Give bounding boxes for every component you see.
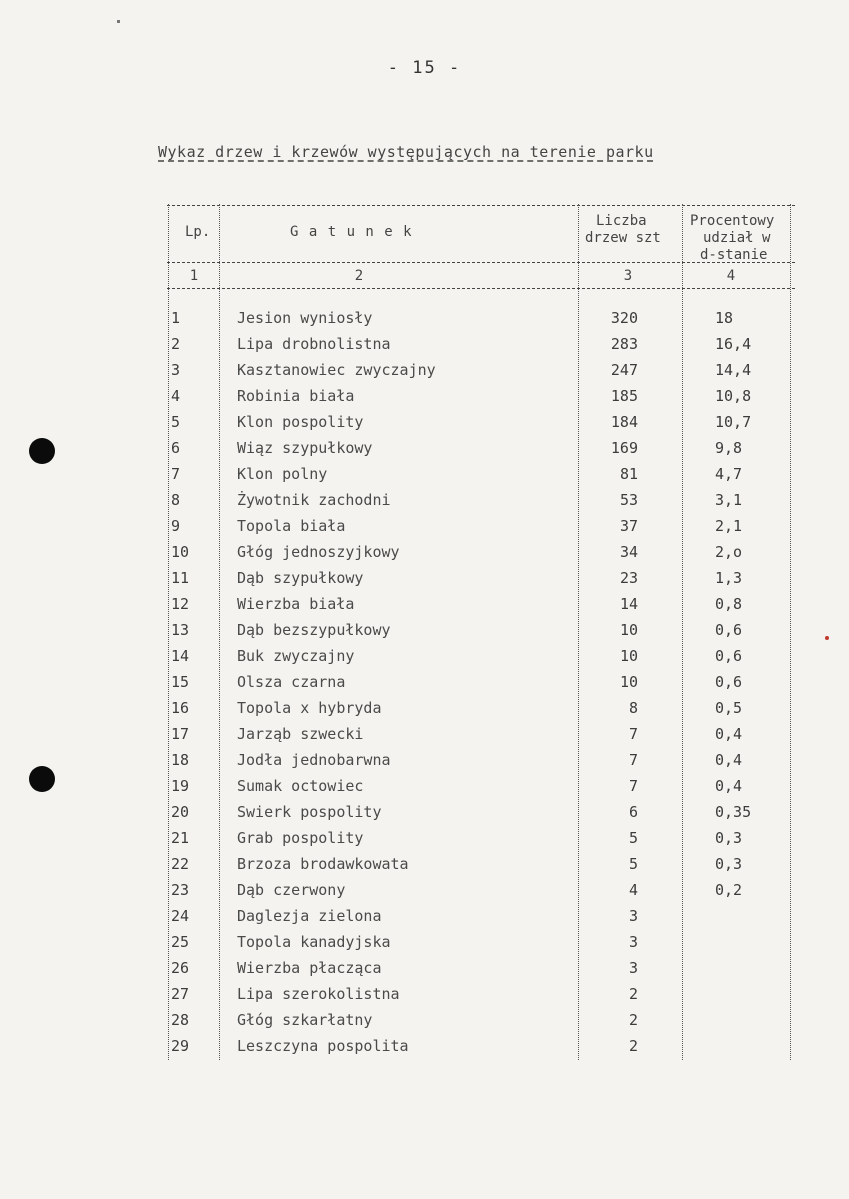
tree-count: 3 xyxy=(628,959,638,977)
tree-count: 7 xyxy=(628,751,638,769)
row-number: 18 xyxy=(171,751,190,769)
document-title: Wykaz drzew i krzewów występujących na terenie parku xyxy=(158,143,654,161)
table-row xyxy=(167,387,795,413)
tree-count: 8 xyxy=(628,699,638,717)
table-row xyxy=(167,335,795,361)
table-row xyxy=(167,751,795,777)
percent-share: 0,3 xyxy=(715,855,743,873)
species-name: Wiąz szypułkowy xyxy=(237,439,373,457)
tree-count: 5 xyxy=(628,829,638,847)
row-number: 15 xyxy=(171,673,190,691)
row-number: 11 xyxy=(171,569,190,587)
species-name: Dąb szypułkowy xyxy=(237,569,364,587)
table-row xyxy=(167,517,795,543)
percent-share: 0,3 xyxy=(715,829,743,847)
species-name: Dąb bezszypułkowy xyxy=(237,621,391,639)
tree-count: 6 xyxy=(628,803,638,821)
tree-count: 184 xyxy=(610,413,638,431)
species-name: Brzoza brodawkowata xyxy=(237,855,409,873)
row-number: 16 xyxy=(171,699,190,717)
species-name: Głóg szkarłatny xyxy=(237,1011,373,1029)
tree-count: 53 xyxy=(619,491,638,509)
percent-share: 18 xyxy=(715,309,734,327)
punch-hole-bottom xyxy=(29,766,55,792)
tree-count: 37 xyxy=(619,517,638,535)
table-row xyxy=(167,621,795,647)
row-number: 8 xyxy=(171,491,181,509)
table-top-rule xyxy=(167,205,795,206)
tree-count: 10 xyxy=(619,621,638,639)
header-count-line2: drzew szt xyxy=(585,230,661,246)
row-number: 12 xyxy=(171,595,190,613)
header-pct-line3: d-stanie xyxy=(700,247,768,263)
table-row xyxy=(167,413,795,439)
row-number: 6 xyxy=(171,439,181,457)
ink-spot xyxy=(825,636,829,640)
species-name: Lipa drobnolistna xyxy=(237,335,391,353)
table-row xyxy=(167,855,795,881)
tree-count: 3 xyxy=(628,907,638,925)
tree-count: 10 xyxy=(619,647,638,665)
species-name: Lipa szerokolistna xyxy=(237,985,400,1003)
percent-share: 0,35 xyxy=(715,803,752,821)
table-row xyxy=(167,309,795,335)
table-row xyxy=(167,699,795,725)
row-number: 27 xyxy=(171,985,190,1003)
species-name: Głóg jednoszyjkowy xyxy=(237,543,400,561)
row-number: 20 xyxy=(171,803,190,821)
row-number: 22 xyxy=(171,855,190,873)
row-number: 10 xyxy=(171,543,190,561)
table-row xyxy=(167,465,795,491)
table-row xyxy=(167,985,795,1011)
species-name: Olsza czarna xyxy=(237,673,346,691)
table-row xyxy=(167,725,795,751)
species-name: Daglezja zielona xyxy=(237,907,382,925)
tree-count: 320 xyxy=(610,309,638,327)
page-number: - 15 - xyxy=(387,58,462,78)
percent-share: 14,4 xyxy=(715,361,752,379)
species-name: Wierzba płacząca xyxy=(237,959,382,977)
punch-hole-top xyxy=(29,438,55,464)
table-row xyxy=(167,491,795,517)
tree-count: 2 xyxy=(628,1011,638,1029)
tree-count: 283 xyxy=(610,335,638,353)
percent-share: 0,4 xyxy=(715,751,743,769)
tree-count: 34 xyxy=(619,543,638,561)
header-pct-line1: Procentowy xyxy=(690,213,775,229)
table-row xyxy=(167,1037,795,1063)
tree-count: 7 xyxy=(628,725,638,743)
table-row xyxy=(167,933,795,959)
row-number: 7 xyxy=(171,465,181,483)
table-row xyxy=(167,1011,795,1037)
percent-share: 3,1 xyxy=(715,491,743,509)
table-row xyxy=(167,829,795,855)
row-number: 5 xyxy=(171,413,181,431)
tree-count: 169 xyxy=(610,439,638,457)
species-name: Dąb czerwony xyxy=(237,881,346,899)
row-number: 2 xyxy=(171,335,181,353)
percent-share: 0,8 xyxy=(715,595,743,613)
tree-count: 3 xyxy=(628,933,638,951)
column-number-4: 4 xyxy=(726,268,736,284)
tree-count: 10 xyxy=(619,673,638,691)
table-row xyxy=(167,907,795,933)
row-number: 14 xyxy=(171,647,190,665)
percent-share: 0,5 xyxy=(715,699,743,717)
percent-share: 2,o xyxy=(715,543,743,561)
column-number-3: 3 xyxy=(623,268,633,284)
tree-count: 23 xyxy=(619,569,638,587)
row-number: 23 xyxy=(171,881,190,899)
tree-count: 4 xyxy=(628,881,638,899)
table-row xyxy=(167,959,795,985)
species-name: Jesion wyniosły xyxy=(237,309,373,327)
species-name: Grab pospolity xyxy=(237,829,364,847)
tree-count: 5 xyxy=(628,855,638,873)
row-number: 21 xyxy=(171,829,190,847)
row-number: 9 xyxy=(171,517,181,535)
table-row xyxy=(167,803,795,829)
table-row xyxy=(167,439,795,465)
table-row xyxy=(167,673,795,699)
table-row xyxy=(167,777,795,803)
tree-count: 81 xyxy=(619,465,638,483)
species-name: Jarząb szwecki xyxy=(237,725,364,743)
percent-share: 1,3 xyxy=(715,569,743,587)
row-number: 1 xyxy=(171,309,181,327)
percent-share: 9,8 xyxy=(715,439,743,457)
species-name: Topola kanadyjska xyxy=(237,933,391,951)
species-name: Klon pospolity xyxy=(237,413,364,431)
percent-share: 16,4 xyxy=(715,335,752,353)
row-number: 17 xyxy=(171,725,190,743)
header-lp: Lp. xyxy=(185,224,211,240)
row-number: 25 xyxy=(171,933,190,951)
percent-share: 0,6 xyxy=(715,673,743,691)
column-number-1: 1 xyxy=(189,268,199,284)
table-row xyxy=(167,595,795,621)
percent-share: 0,2 xyxy=(715,881,743,899)
tree-count: 14 xyxy=(619,595,638,613)
species-name: Jodła jednobarwna xyxy=(237,751,391,769)
row-number: 3 xyxy=(171,361,181,379)
species-name: Wierzba biała xyxy=(237,595,355,613)
species-name: Buk zwyczajny xyxy=(237,647,355,665)
tree-count: 185 xyxy=(610,387,638,405)
tree-count: 7 xyxy=(628,777,638,795)
percent-share: 10,8 xyxy=(715,387,752,405)
percent-share: 2,1 xyxy=(715,517,743,535)
table-row xyxy=(167,361,795,387)
header-species: G a t u n e k xyxy=(290,224,413,240)
row-number: 24 xyxy=(171,907,190,925)
row-number: 26 xyxy=(171,959,190,977)
percent-share: 0,4 xyxy=(715,725,743,743)
percent-share: 0,6 xyxy=(715,647,743,665)
table-row xyxy=(167,543,795,569)
table-row xyxy=(167,881,795,907)
species-name: Swierk pospolity xyxy=(237,803,382,821)
percent-share: 10,7 xyxy=(715,413,752,431)
table-row xyxy=(167,647,795,673)
tree-count: 2 xyxy=(628,1037,638,1055)
table-row xyxy=(167,569,795,595)
species-name: Robinia biała xyxy=(237,387,355,405)
percent-share: 0,6 xyxy=(715,621,743,639)
header-pct-line2: udział w xyxy=(703,230,771,246)
row-number: 28 xyxy=(171,1011,190,1029)
species-name: Klon polny xyxy=(237,465,328,483)
percent-share: 4,7 xyxy=(715,465,743,483)
row-number: 4 xyxy=(171,387,181,405)
row-number: 19 xyxy=(171,777,190,795)
species-name: Kasztanowiec zwyczajny xyxy=(237,361,436,379)
header-count-line1: Liczba xyxy=(596,213,647,229)
tree-count: 2 xyxy=(628,985,638,1003)
column-number-2: 2 xyxy=(354,268,364,284)
row-number: 13 xyxy=(171,621,190,639)
species-name: Topola x hybryda xyxy=(237,699,382,717)
tree-count: 247 xyxy=(610,361,638,379)
species-name: Żywotnik zachodni xyxy=(237,491,391,509)
paper-speck xyxy=(117,20,120,23)
species-name: Topola biała xyxy=(237,517,346,535)
column-number-rule xyxy=(167,288,795,289)
row-number: 29 xyxy=(171,1037,190,1055)
species-name: Sumak octowiec xyxy=(237,777,364,795)
percent-share: 0,4 xyxy=(715,777,743,795)
species-name: Leszczyna pospolita xyxy=(237,1037,409,1055)
